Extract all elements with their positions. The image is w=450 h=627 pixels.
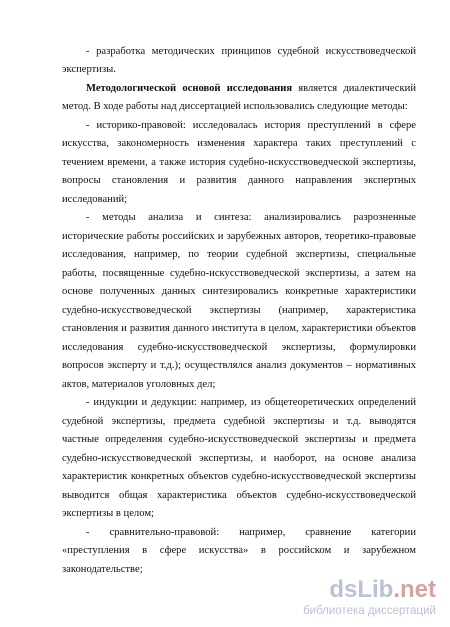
text-line: судебно-искусствоведческой экспертизы, и наоборот, на основе анализа [62, 453, 416, 464]
text-line: законодательстве; [62, 564, 143, 575]
text-line: вопросов эксперту и т.д.); осуществлялся анализ документов – нормативных [62, 360, 416, 371]
watermark-subtitle: библиотека диссертаций [303, 605, 436, 617]
text-line: судебной экспертизы, предмета судебной экспертизы и т.д. выводятся [62, 416, 416, 427]
text-line: судебно-искусствоведческой экспертизы (например, характеристика [62, 305, 416, 316]
text-line: - методы анализа и синтеза: анализировались разрозненные [86, 212, 416, 223]
text-line: - историко-правовой: исследовалась история преступлений в сфере [86, 120, 416, 131]
text-span: является диалектический [298, 83, 416, 94]
text-line: - сравнительно-правовой: например, сравнение категории [86, 527, 416, 538]
text-line: экспертизы. [62, 64, 116, 75]
text-line: характеристик конкретных объектов судебно-искусствоведческой экспертизы [62, 471, 416, 482]
text-line: исследования, например, по теории судебной экспертизы, специальные [62, 249, 416, 260]
watermark [266, 576, 436, 622]
watermark-logo [329, 576, 436, 604]
text-line: «преступления в сфере искусства» в российском и зарубежном [62, 545, 416, 556]
text-line: - разработка методических принципов судебной искусствоведческой [86, 46, 416, 57]
text-line: выводится общая характеристика объектов судебно-искусствоведческой [62, 490, 416, 501]
bold-lead: Методологической основой исследования [86, 83, 293, 94]
text-line: исследований; [62, 194, 128, 205]
text-line: течением времени, а также история судебно-искусствоведческой экспертизы, [62, 157, 416, 168]
text-line: исследования судебно-искусствоведческой экспертизы, формулировки [62, 342, 416, 353]
text-line: вопросы становления и развития данного направления экспертных [62, 175, 416, 186]
watermark-logo-main: dsLib [329, 576, 394, 603]
text-line: работы, посвященные судебно-искусствоведческой экспертизы, а затем на [62, 268, 416, 279]
text-line: искусства, закономерность изменения характера таких преступлений с [62, 138, 416, 149]
text-line: метод. В ходе работы над диссертацией использовались следующие методы: [62, 101, 408, 112]
text-line: становления и развития данного института в целом, характеристики объектов [62, 323, 416, 334]
text-line: частные определения судебно-искусствоведческой экспертизы и предмета [62, 434, 416, 445]
text-line: - индукции и дедукции: например, из общетеоретических определений [86, 397, 416, 408]
text-line: основе полученных данных синтезировались конкретные характеристики [62, 286, 416, 297]
watermark-logo-accent: .net [393, 576, 436, 603]
text-line: исторические работы российских и зарубежных авторов, теоретико-правовые [62, 231, 416, 242]
text-line: актов, материалов уголовных дел; [62, 379, 216, 390]
text-line [86, 82, 416, 96]
text-line: экспертизы в целом; [62, 508, 154, 519]
